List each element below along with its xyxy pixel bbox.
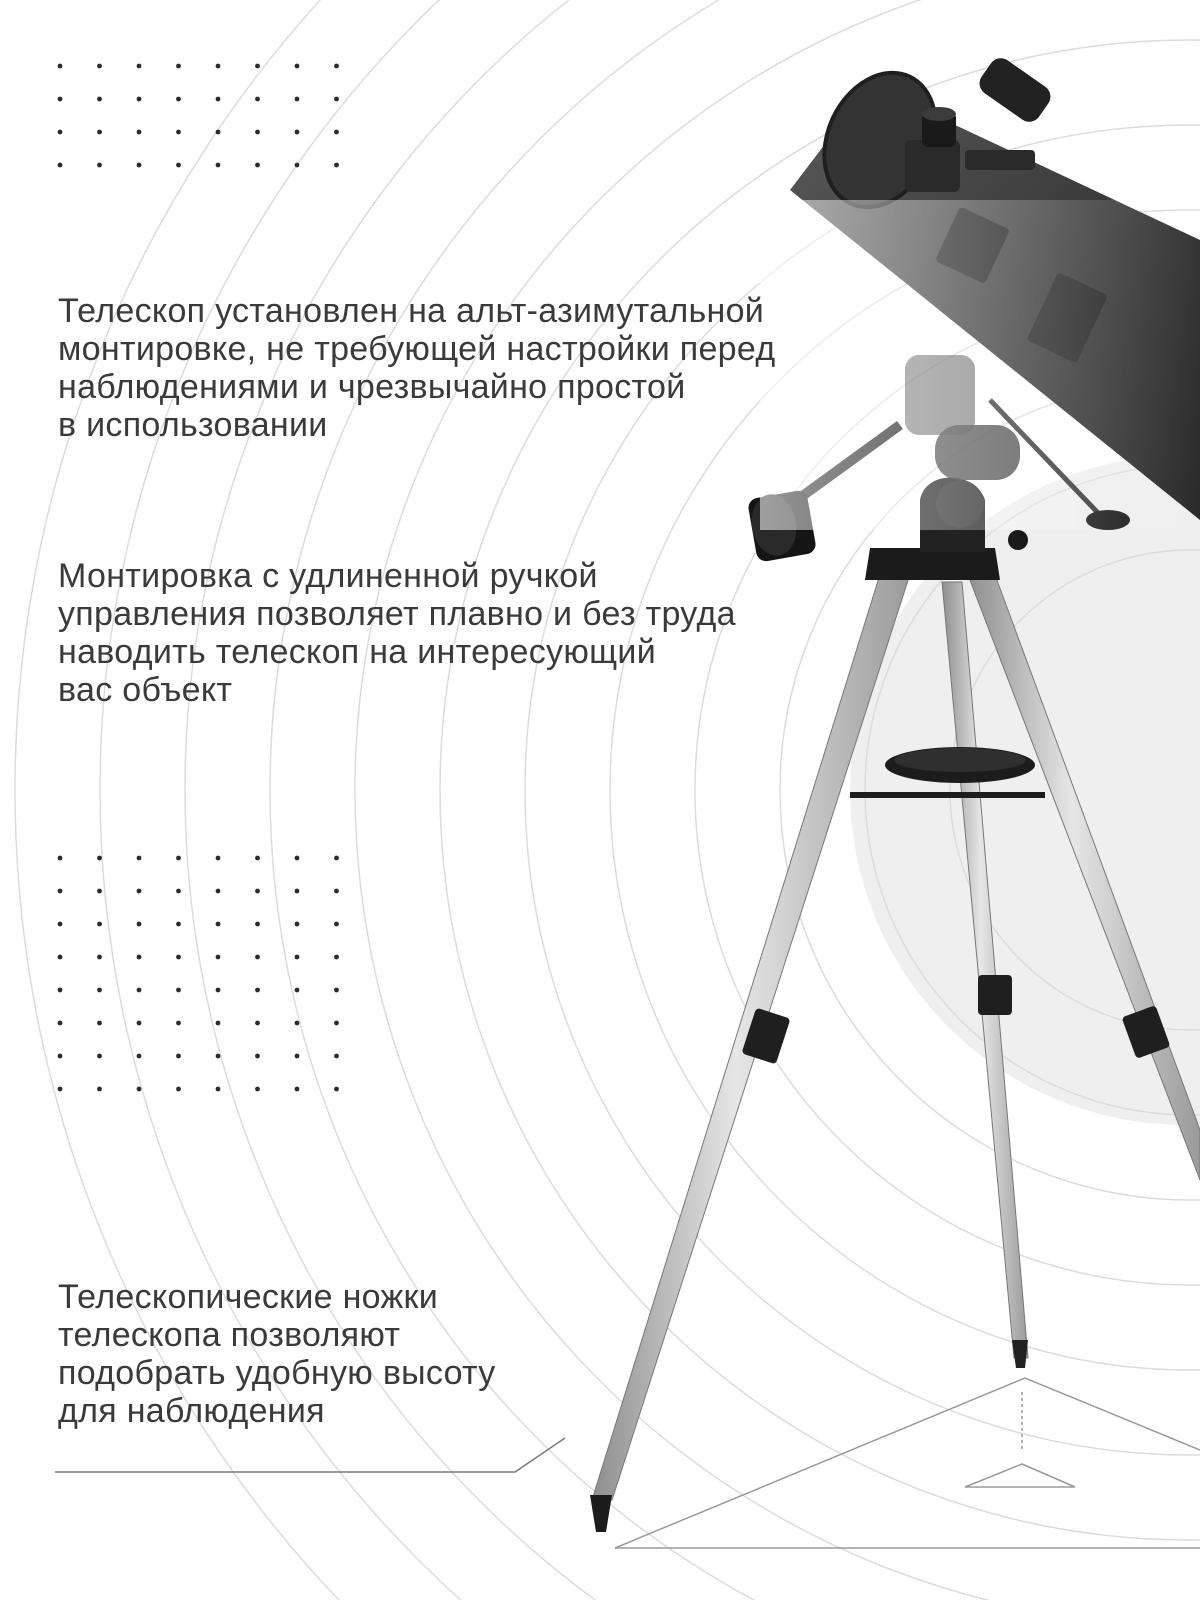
text-line: подобрать удобную высоту [58, 1354, 496, 1392]
text-line: наводить телескоп на интересующий [58, 633, 657, 671]
text-line: телескопа позволяют [58, 1316, 401, 1354]
text-line: монтировке, не требующей настройки перед [58, 330, 776, 368]
text-line: Телескоп установлен на альт-азимутальной [58, 292, 765, 330]
text-line: для наблюдения [58, 1392, 325, 1430]
text-line: наблюдениями и чрезвычайно простой [58, 368, 686, 406]
text-line: управления позволяет плавно и без труда [58, 595, 736, 633]
text-line: вас объект [58, 671, 233, 709]
feature-text-mount [58, 292, 878, 444]
text-line: Телескопические ножки [58, 1278, 439, 1316]
feature-text-legs [58, 1278, 618, 1430]
text-line: в использовании [58, 406, 328, 444]
feature-text-handle [58, 557, 838, 709]
text-line: Монтировка с удлиненной ручкой [58, 557, 598, 595]
